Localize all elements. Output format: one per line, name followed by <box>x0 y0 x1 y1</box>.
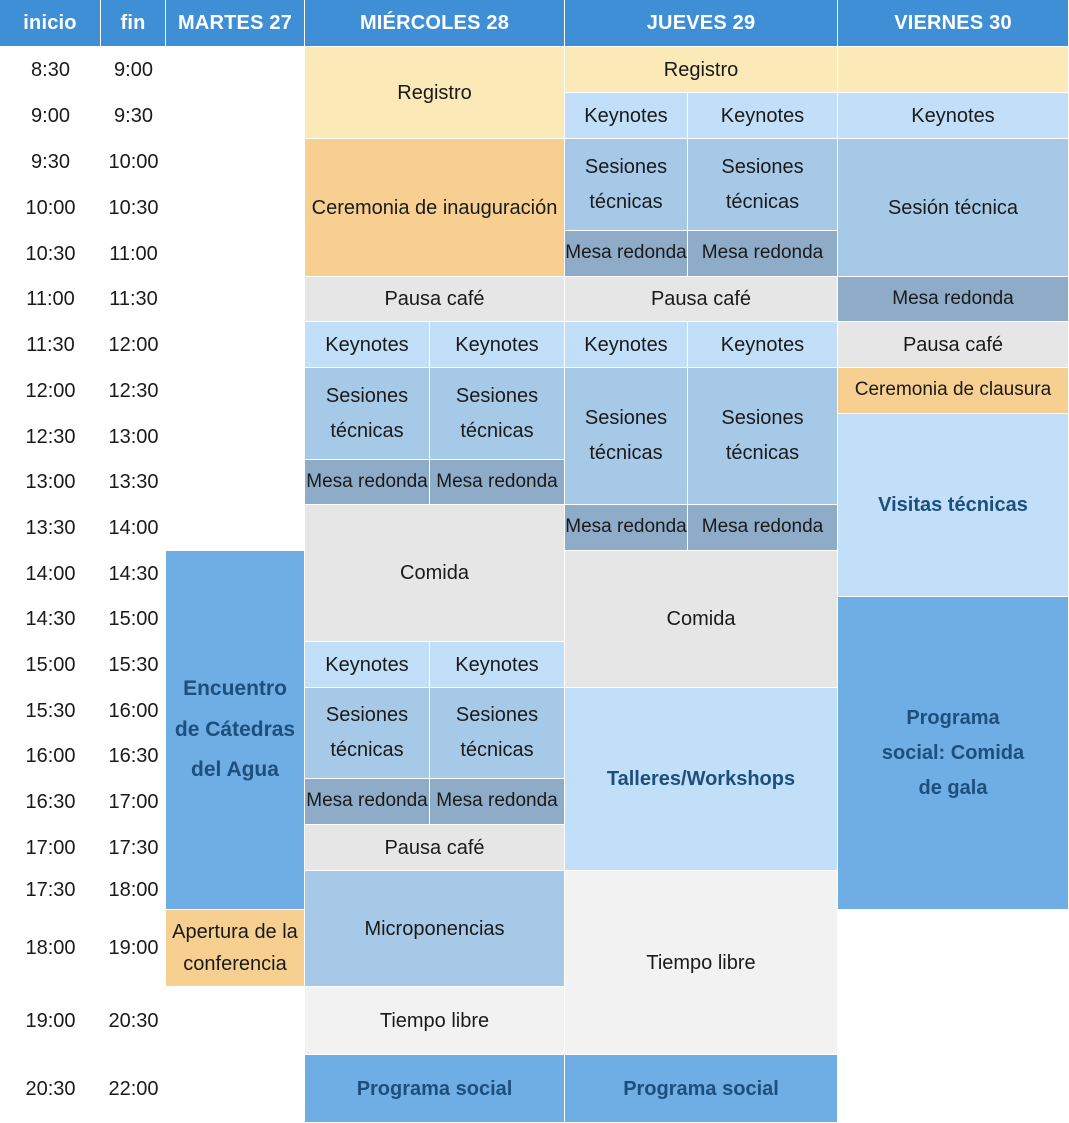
time-end: 10:30 <box>108 196 159 219</box>
time-end: 12:30 <box>108 379 159 402</box>
event-comida: Comida <box>305 505 565 642</box>
event-pausa: Pausa café <box>305 825 565 871</box>
time-end: 17:00 <box>108 790 159 813</box>
event-key: Keynotes <box>688 322 838 368</box>
time-end: 9:30 <box>114 104 153 127</box>
time-start: 20:30 <box>25 1077 76 1100</box>
time-start: 17:00 <box>25 836 76 859</box>
event-mesa: Mesa redonda <box>688 505 838 551</box>
event-reg: Registro <box>565 47 838 93</box>
time-end: 18:00 <box>108 879 159 901</box>
time-end: 22:00 <box>108 1077 159 1100</box>
event-key: Keynotes <box>688 93 838 139</box>
time-end: 20:30 <box>108 1009 159 1032</box>
header-day: VIERNES 30 <box>838 0 1069 46</box>
header-fin: fin <box>101 0 166 46</box>
event-talleres: Talleres/Workshops <box>565 688 838 871</box>
event-key: Keynotes <box>305 322 430 368</box>
event-reg: Registro <box>305 47 565 139</box>
time-start: 14:30 <box>25 608 76 630</box>
event-micro: Microponencias <box>305 871 565 987</box>
event-ses: Sesión técnica <box>838 139 1069 277</box>
event-key: Keynotes <box>838 93 1069 139</box>
event-key: Keynotes <box>565 93 688 139</box>
time-end: 14:00 <box>108 516 159 539</box>
time-start: 9:00 <box>31 104 70 127</box>
event-pausa: Pausa café <box>305 277 565 322</box>
event-mesa: Mesa redonda <box>305 779 430 825</box>
time-start: 18:00 <box>25 937 76 959</box>
time-start: 10:30 <box>25 242 76 265</box>
event-key: Keynotes <box>565 322 688 368</box>
event-social: Programa social: Comida de gala <box>838 597 1069 910</box>
time-start: 9:30 <box>31 150 70 173</box>
event-ses: Sesiones técnicas <box>565 139 688 231</box>
time-end: 9:00 <box>114 58 153 81</box>
event-mesa: Mesa redonda <box>430 779 565 825</box>
time-end: 16:30 <box>108 745 159 767</box>
time-end: 10:00 <box>108 150 159 173</box>
time-start: 15:00 <box>25 653 76 676</box>
event-mesa: Mesa redonda <box>430 460 565 505</box>
event-cer: Apertura de la conferencia <box>166 910 305 987</box>
header-day: MARTES 27 <box>166 0 305 46</box>
event-mesa: Mesa redonda <box>688 231 838 277</box>
header-day: MIÉRCOLES 28 <box>305 0 565 46</box>
time-start: 11:00 <box>26 288 75 310</box>
time-end: 13:00 <box>108 425 159 448</box>
event-reg <box>838 47 1069 93</box>
event-ses: Sesiones técnicas <box>430 368 565 460</box>
event-pausa: Pausa café <box>565 277 838 322</box>
event-key: Keynotes <box>305 642 430 688</box>
event-mesa: Mesa redonda <box>838 277 1069 322</box>
event-key: Keynotes <box>430 642 565 688</box>
time-start: 16:00 <box>25 745 76 767</box>
event-ses: Sesiones técnicas <box>305 688 430 779</box>
event-mesa: Mesa redonda <box>565 231 688 277</box>
time-start: 17:30 <box>25 879 76 901</box>
event-visitas: Visitas técnicas <box>838 414 1069 597</box>
event-libre: Tiempo libre <box>305 987 565 1055</box>
time-end: 11:00 <box>109 242 158 265</box>
time-start: 19:00 <box>25 1009 76 1032</box>
event-ses: Sesiones técnicas <box>565 368 688 505</box>
time-start: 14:00 <box>25 562 76 585</box>
time-end: 14:30 <box>108 562 159 585</box>
header-inicio: inicio <box>0 0 101 46</box>
event-social: Programa social <box>305 1055 565 1123</box>
time-start: 13:00 <box>25 471 76 493</box>
event-ses: Sesiones técnicas <box>430 688 565 779</box>
time-start: 13:30 <box>25 516 76 539</box>
time-end: 16:00 <box>108 699 159 722</box>
time-end: 19:00 <box>108 937 159 959</box>
time-start: 8:30 <box>31 58 70 81</box>
event-ses: Sesiones técnicas <box>688 368 838 505</box>
event-ses: Sesiones técnicas <box>688 139 838 231</box>
time-start: 10:00 <box>25 196 76 219</box>
event-mesa: Mesa redonda <box>565 505 688 551</box>
event-libre: Tiempo libre <box>565 871 838 1055</box>
time-start: 11:30 <box>26 333 75 356</box>
time-start: 12:00 <box>25 379 76 402</box>
time-start: 15:30 <box>25 699 76 722</box>
event-social: Encuentro de Cátedras del Agua <box>166 551 305 910</box>
event-cer: Ceremonia de clausura <box>838 368 1069 414</box>
event-pausa: Pausa café <box>838 322 1069 368</box>
time-end: 15:00 <box>108 608 159 630</box>
event-mesa: Mesa redonda <box>305 460 430 505</box>
event-social: Programa social <box>565 1055 838 1123</box>
time-end: 13:30 <box>108 471 159 493</box>
header-day: JUEVES 29 <box>565 0 838 46</box>
time-start: 12:30 <box>25 425 76 448</box>
event-key: Keynotes <box>430 322 565 368</box>
time-end: 12:00 <box>108 333 159 356</box>
time-end: 15:30 <box>108 653 159 676</box>
event-cer: Ceremonia de inauguración <box>305 139 565 277</box>
event-comida: Comida <box>565 551 838 688</box>
time-end: 11:30 <box>109 288 158 310</box>
time-start: 16:30 <box>25 790 76 813</box>
time-end: 17:30 <box>108 836 159 859</box>
event-ses: Sesiones técnicas <box>305 368 430 460</box>
